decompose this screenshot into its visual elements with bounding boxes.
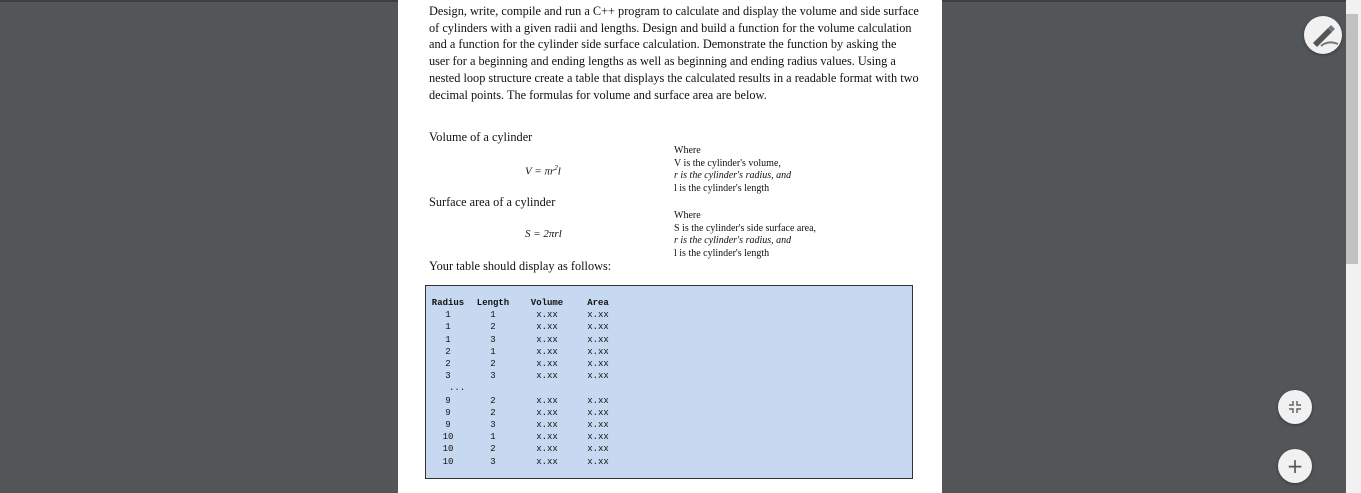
- where-line: Where: [674, 145, 701, 156]
- table-row: 10 3 x.xx x.xx: [442, 456, 609, 467]
- table-row: 10 1 x.xx x.xx: [442, 432, 609, 443]
- table-row: 9 2 x.xx x.xx: [445, 395, 609, 406]
- surface-where-block: [674, 210, 816, 260]
- table-header-row: [429, 297, 621, 309]
- zoom-in-button[interactable]: [1278, 449, 1312, 483]
- table-row: 9 3 x.xx x.xx: [445, 419, 609, 430]
- table-row: 1 2 x.xx x.xx: [445, 322, 609, 333]
- scrollbar-thumb[interactable]: [1346, 14, 1358, 264]
- table-row: 1 3 x.xx x.xx: [445, 334, 609, 345]
- sample-output-table: [429, 297, 621, 468]
- table-row: 2 2 x.xx x.xx: [445, 359, 609, 370]
- draw-button[interactable]: [1304, 16, 1342, 54]
- table-row-ellipsis: ...: [449, 383, 466, 394]
- where-line: S is the cylinder's side surface area,: [674, 222, 817, 234]
- table-row: 10 2 x.xx x.xx: [442, 444, 609, 455]
- sample-output-box: [425, 285, 913, 479]
- where-line: V is the cylinder's volume,: [674, 157, 781, 169]
- header-area: Area: [587, 298, 609, 309]
- header-length: Length: [476, 298, 510, 309]
- surface-formula: S = 2πrl: [525, 228, 562, 240]
- header-volume: Volume: [530, 298, 564, 309]
- fit-page-button[interactable]: [1278, 390, 1312, 424]
- where-line: r is the cylinder's radius, and: [674, 170, 792, 182]
- where-line: l is the cylinder's length: [674, 247, 770, 259]
- where-line: l is the cylinder's length: [674, 182, 770, 194]
- where-line: Where: [674, 210, 701, 221]
- volume-where-block: [674, 145, 791, 195]
- table-intro: Your table should display as follows:: [429, 259, 612, 273]
- where-line: r is the cylinder's radius, and: [674, 235, 792, 247]
- table-row: 2 1 x.xx x.xx: [445, 346, 609, 357]
- table-row: 3 3 x.xx x.xx: [445, 371, 609, 382]
- volume-formula: $V = \pi r^2l$: [525, 164, 561, 178]
- draw-pen-icon: [1304, 16, 1342, 54]
- plus-icon: +: [1286, 454, 1304, 478]
- document-page: [398, 0, 942, 493]
- surface-heading: Surface area of a cylinder: [429, 195, 556, 209]
- fit-to-page-icon: [1288, 400, 1302, 414]
- table-row: 9 2 x.xx x.xx: [445, 407, 609, 418]
- header-radius: Radius: [431, 298, 465, 309]
- table-row: 1 1 x.xx x.xx: [445, 310, 609, 321]
- assignment-paragraph: Design, write, compile and run a C++ program to calculate and display the volume and side surface of cylinders with a given radii and lengths. Design and build a function for the volume calculation and a function for the cylinder side surface calculation. Demonstrate the function by asking the user for a beginning and ending lengths as well as beginning and ending radius values. Using a nested loop structure create a table that displays the calculated results in a readable format with two decimal points. The formulas for volume and surface area are below.: [429, 4, 919, 102]
- volume-heading: Volume of a cylinder: [429, 130, 533, 144]
